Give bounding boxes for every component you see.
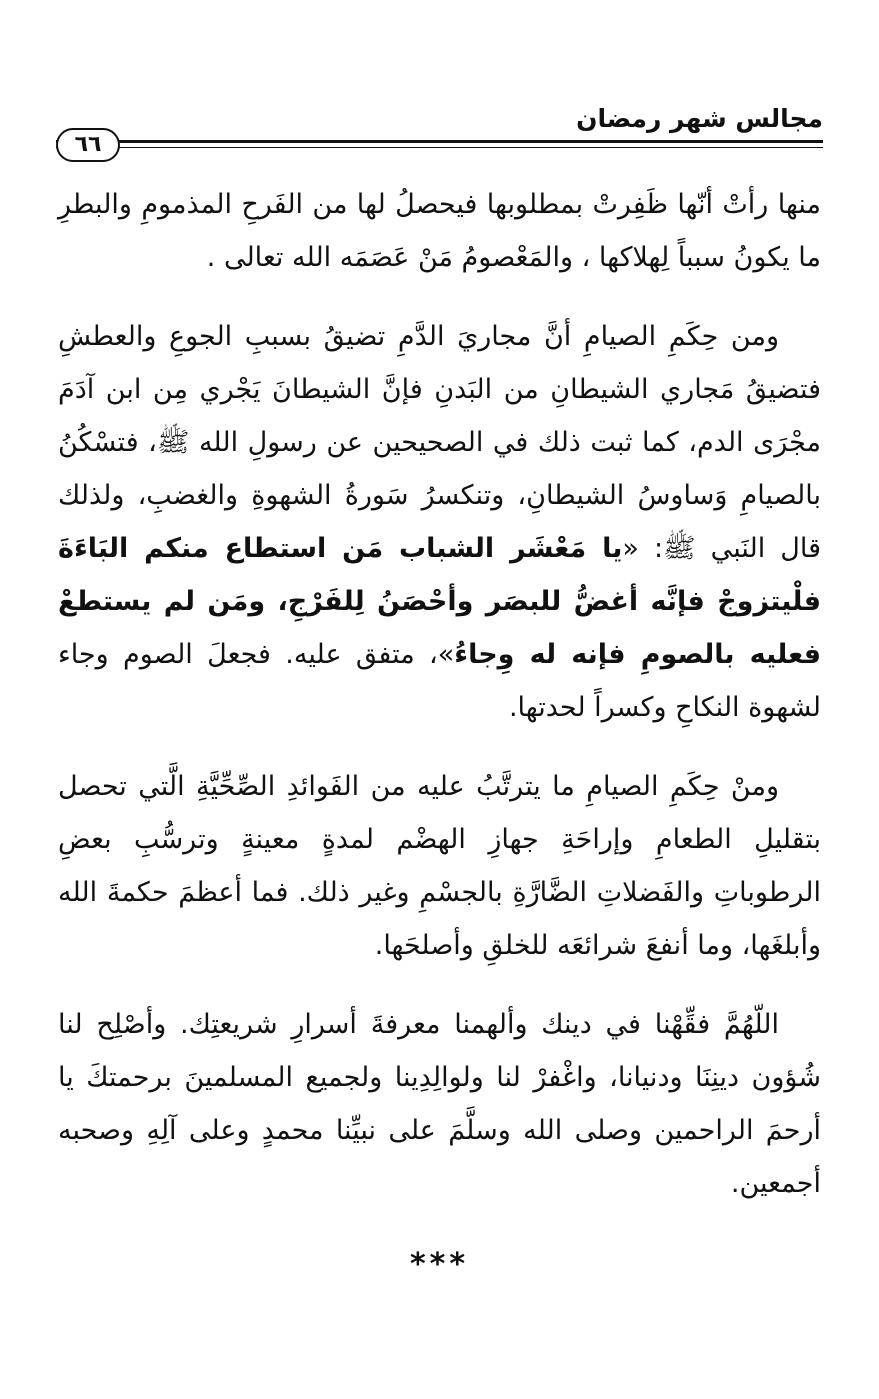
body-text	[58, 178, 821, 1236]
paragraph-2	[58, 310, 821, 734]
paragraph-1: منها رأتْ أنّها ظَفِرتْ بمطلوبها فيحصلُ لها من الفَرحِ المذمومِ والبطرِ ما يكونُ سبباً لِهلاكها ، والمَعْصومُ مَنْ عَصَمَه الله تعالى .	[58, 189, 821, 273]
header-rule-thick	[56, 140, 823, 143]
paragraph-3: ومنْ حِكَمِ الصيامِ ما يترتَّبُ عليه من الفَوائدِ الصِّحِّيَّةِ الَّتي تحصل بتقليلِ الطعامِ وإراحَةِ جهازِ الهضْم لمدةٍ معينةٍ وترسُّبِ بعضِ الرطوباتِ والفَضلاتِ الضَّارَّةِ بالجسْمِ وغير ذلك. فما أعظمَ حكمةَ الله وأبلغَها، وما أنفعَ شرائعَه للخلقِ وأصلحَها.	[58, 771, 821, 961]
paragraph-4-prayer: اللّهُمَّ فقِّهْنا في دينك وألهمنا معرفةَ أسرارِ شريعتِك. وأصْلِح لنا شُؤون دينِنَا ودنيانا، واغْفرْ لنا ولوالِدِينا ولجميع المسلمينَ برحمتكَ يا أرحمَ الراحمين وصلى الله وسلَّمَ على نبيِّنا محمدٍ وعلى آلِهِ وصحبه أجمعين.	[58, 1009, 821, 1199]
header-rule-thin	[56, 147, 823, 148]
running-title: مجالس شهر رمضان	[576, 104, 823, 133]
page-number: ٦٦	[56, 128, 120, 162]
paragraph-2-intro: ومن حِكَمِ الصيامِ أنَّ مجاريَ الدَّمِ تضيقُ بسببِ الجوعِ والعطشِ فتضيقُ مَجاري الشيطانِ من البَدنِ فإنَّ الشيطانَ يَجْري مِن ابن آدَمَ مجْرَى الدم، كما ثبت ذلك في الصحيحين عن رسولِ الله ﷺ، فتسْكُنُ بالصيامِ وَساوسُ الشيطانِ، وتنكسرُ سَورةُ الشهوةِ والغضبِ، ولذلك قال النَبي ﷺ: «	[58, 321, 821, 564]
hadith-quote: يا مَعْشَر الشباب مَن استطاع منكم البَاءَةَ فلْيتزوجْ فإنَّه أغضُّ للبصَر وأحْصَنُ لِلفَرْجِ، ومَن لم يستطعْ فعليه بالصومِ فإنه له وِجاءُ	[58, 533, 822, 670]
paragraph-2-outro: »، متفق عليه. فجعلَ الصوم وجاء لشهوة النكاحِ وكسراً لحدتها.	[58, 639, 821, 723]
page-header	[56, 100, 823, 160]
section-separator: ***	[409, 1247, 470, 1282]
